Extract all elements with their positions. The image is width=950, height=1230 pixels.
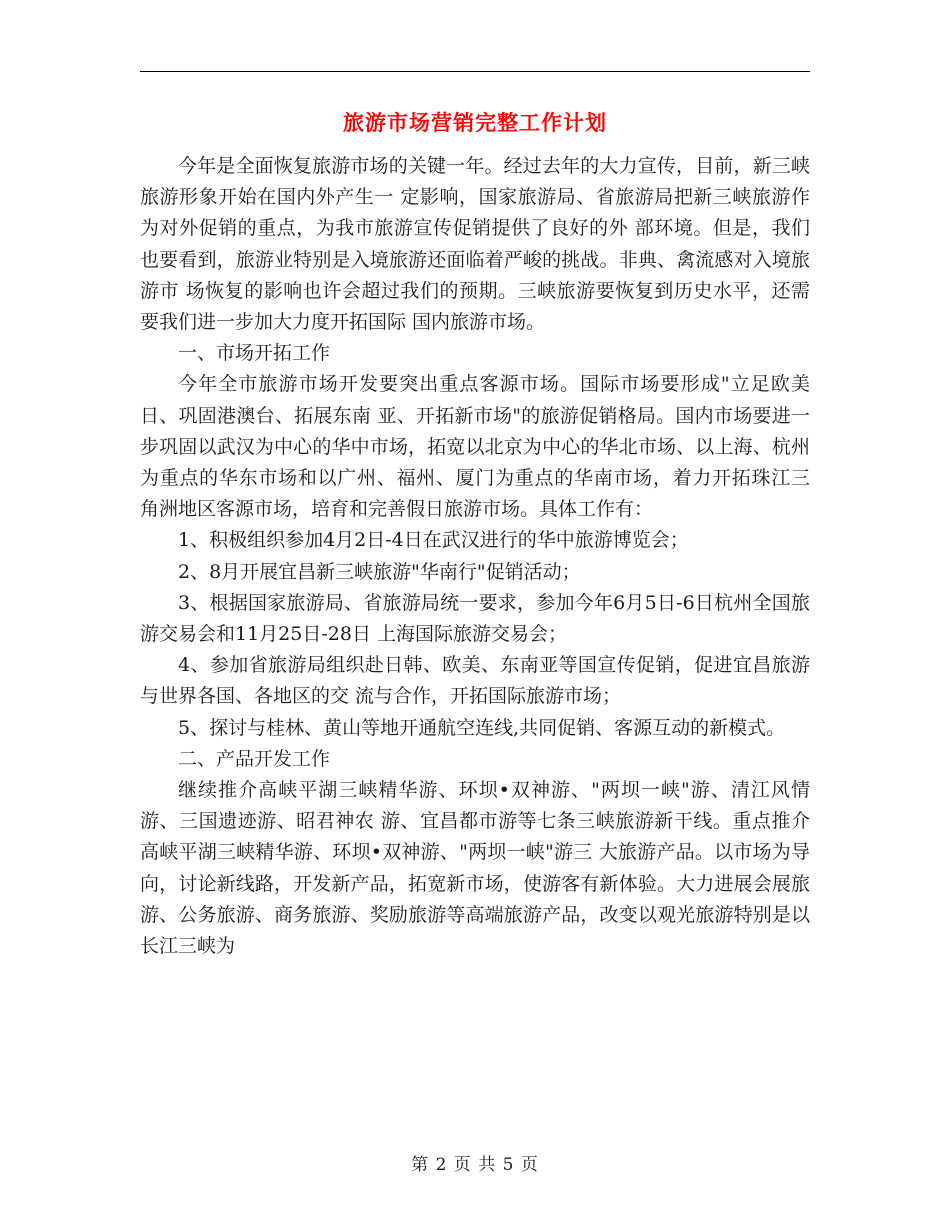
- market-paragraph: 今年全市旅游市场开发要突出重点客源市场。国际市场要形成"立足欧美日、巩固港澳台、拓展东南 亚、开拓新市场"的旅游促销格局。国内市场要进一步巩固以武汉为中心的华中市场，拓宽以北京为中心的华北市场、以上海、杭州为重点的华东市场和以广州、福州、厦门为重点的华南市场，着力开拓珠江三 角洲地区客源市场，培育和完善假日旅游市场。具体工作有：: [140, 373, 810, 521]
- document-body: [140, 151, 810, 962]
- product-paragraph: 继续推介高峡平湖三峡精华游、环坝•双神游、"两坝一峡"游、清江风情游、三国遗迹游、昭君神农 游、宜昌都市游等七条三峡旅游新干线。重点推介高峡平湖三峡精华游、环坝•双神游、"两坝一峡"游三 大旅游产品。以市场为导向，讨论新线路，开发新产品，拓宽新市场，使游客有新体验。大力进展会展旅 游、公务旅游、商务旅游、奖励旅游等高端旅游产品，改变以观光旅游特别是以长江三峡为: [140, 779, 810, 958]
- list-item: 4、参加省旅游局组织赴日韩、欧美、东南亚等国宣传促销，促进宜昌旅游与世界各国、各地区的交 流与合作，开拓国际旅游市场；: [140, 654, 810, 708]
- section-heading-market: 一、市场开拓工作: [178, 342, 331, 365]
- header-rule: [140, 71, 810, 72]
- list-item: 1、积极组织参加4月2日-4日在武汉进行的华中旅游博览会；: [178, 529, 689, 552]
- list-item: 5、探讨与桂林、黄山等地开通航空连线,共同促销、客源互动的新模式。: [178, 716, 786, 739]
- page-number: 第 2 页 共 5 页: [411, 1155, 539, 1175]
- document-title: 旅游市场营销完整工作计划: [343, 111, 607, 135]
- section-heading-product: 二、产品开发工作: [178, 747, 331, 770]
- intro-paragraph: 今年是全面恢复旅游市场的关键一年。经过去年的大力宣传，目前，新三峡旅游形象开始在国内外产生一 定影响，国家旅游局、省旅游局把新三峡旅游作为对外促销的重点，为我市旅游宣传促销提供了良好的外 部环境。但是，我们也要看到，旅游业特别是入境旅游还面临着严峻的挑战。非典、禽流感对入境旅游市 场恢复的影响也许会超过我们的预期。三峡旅游要恢复到历史水平，还需要我们进一步加大力度开拓国际 国内旅游市场。: [140, 155, 810, 334]
- list-item: 2、8月开展宜昌新三峡旅游"华南行"促销活动；: [178, 560, 581, 583]
- list-item: 3、根据国家旅游局、省旅游局统一要求，参加今年6月5日-6日杭州全国旅游交易会和11月25日-28日 上海国际旅游交易会；: [140, 591, 810, 646]
